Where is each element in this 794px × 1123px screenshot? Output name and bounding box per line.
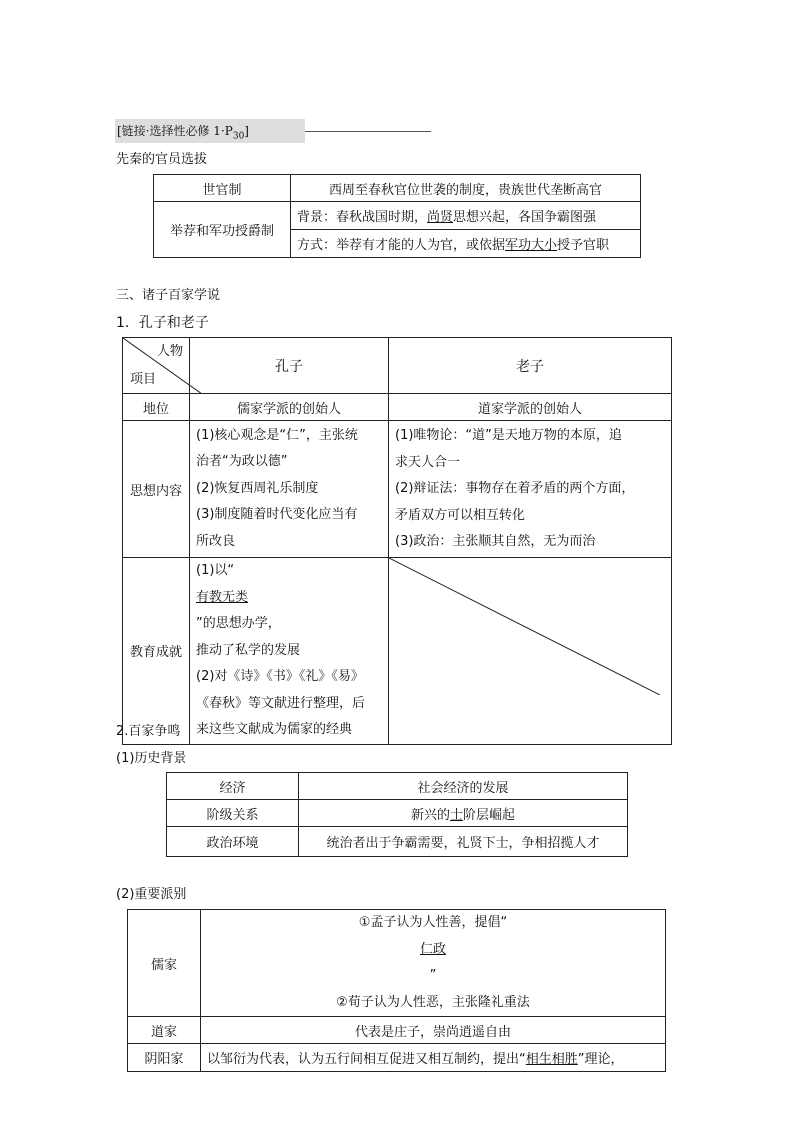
bg-value: 新兴的士阶层崛起 [299,800,628,827]
kongzi-education: (1)以“ 有教无类 ”的思想办学， 推动了私学的发展 (2)对《诗》《书》《礼》《易》 《春秋》等文献进行整理，后 来这些文献成为儒家的经典 [190,558,389,745]
dao-label: 道家 [128,1017,201,1044]
laozi-education-empty [389,558,672,745]
subsection-1-title: 1．孔子和老子 [116,315,209,331]
kongzi-header: 孔子 [190,338,389,394]
thought-label: 思想内容 [123,421,190,558]
laozi-position: 道家学派的创始人 [389,394,672,421]
jujian-background: 背景：春秋战国时期，尚贤思想兴起，各国争霸图强 [291,202,641,230]
position-label: 地位 [123,394,190,421]
schools-title: (2)重要派别 [116,887,187,902]
yinyang-content: 以邹衍为代表，认为五行间相互促进又相互制约，提出“相生相胜”理论， [201,1044,666,1072]
bg-key: 阶级关系 [167,800,299,827]
shiguan-desc: 西周至春秋官位世袭的制度，贵族世代垄断高官 [291,175,641,202]
historical-background-table [166,772,628,857]
jujian-method: 方式：举荐有才能的人为官，或依据军功大小授予官职 [291,230,641,258]
link-rule-line [305,131,431,132]
corner-header-cell [123,338,190,394]
schools-table [127,909,666,1072]
kongzi-laozi-table [122,337,672,745]
education-label: 教育成就 [123,558,190,745]
shiguan-label: 世官制 [154,175,291,202]
official-selection-table [153,174,641,258]
ru-label: 儒家 [128,910,201,1017]
subsection-2-title: 2.百家争鸣 [116,724,181,739]
kongzi-position: 儒家学派的创始人 [190,394,389,421]
ru-content: ①孟子认为人性善，提倡“ 仁政 ” ②荀子认为人性恶，主张隆礼重法 [201,910,666,1017]
intro-title: 先秦的官员选拔 [116,152,208,167]
laozi-header: 老子 [389,338,672,394]
kongzi-thought: (1)核心观念是“仁”，主张统 治者“为政以德” (2)恢复西周礼乐制度 (3)制度随着时代变化应当有 所改良 [190,421,389,558]
bg-value: 社会经济的发展 [299,773,628,800]
laozi-thought: (1)唯物论：“道”是天地万物的本原，追 求天人合一 (2)辩证法：事物存在着矛盾的两个方面， 矛盾双方可以相互转化 (3)政治：主张顺其自然，无为而治 [389,421,672,558]
yinyang-label: 阴阳家 [128,1044,201,1072]
bg-key: 政治环境 [167,827,299,857]
bg-key: 经济 [167,773,299,800]
corner-top-label: 人物 [156,344,183,359]
section-3-title: 三、诸子百家学说 [116,288,221,303]
dao-content: 代表是庄子，崇尚逍遥自由 [201,1017,666,1044]
textbook-link-tag: [链接·选择性必修 $1\cdot P_{30}$] [115,119,305,143]
historical-background-title: (1)历史背景 [116,751,187,766]
corner-bottom-label: 项目 [130,372,157,387]
jujian-label: 举荐和军功授爵制 [154,202,291,258]
empty-cell-diagonal [389,558,660,695]
bg-value: 统治者出于争霸需要，礼贤下士，争相招揽人才 [299,827,628,857]
